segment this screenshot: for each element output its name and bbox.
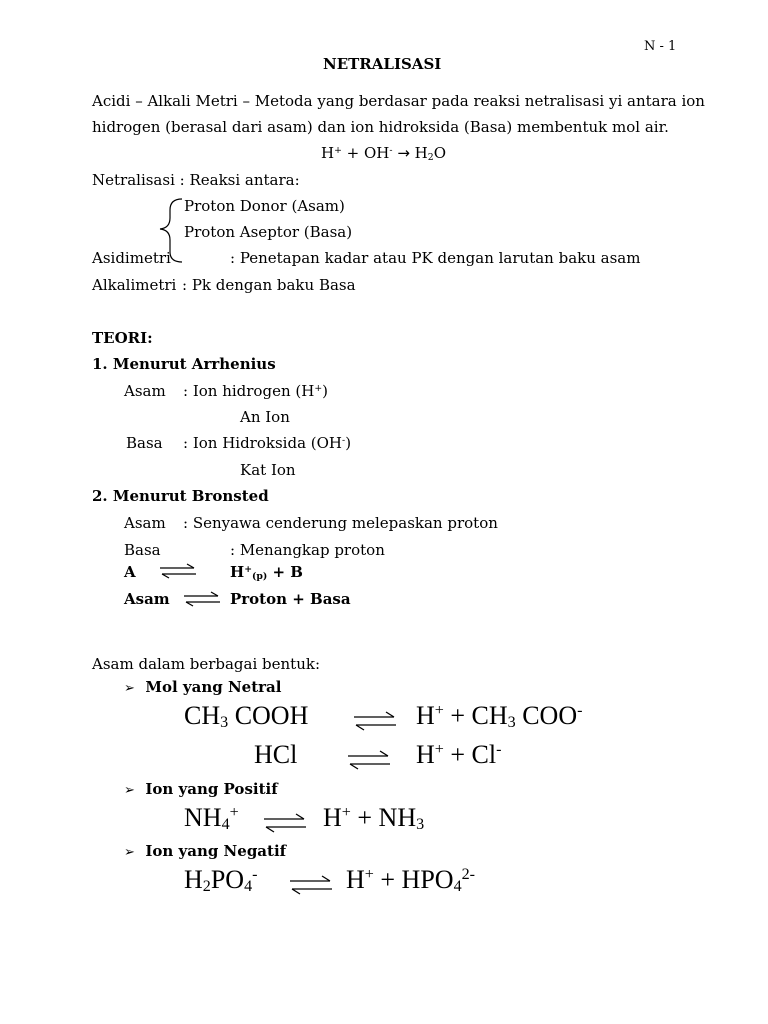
proton-donor: Proton Donor (Asam) [184,197,345,215]
bronsted-basa-label: Basa [124,541,161,559]
proton-aseptor: Proton Aseptor (Basa) [184,223,353,241]
intro-line-2: hidrogen (berasal dari asam) dan ion hidroksida (Basa) membentuk mol air. [92,118,669,136]
bullet-ion-negatif: ➢ Ion yang Negatif [124,842,287,860]
equilibrium-arrow-icon [262,813,308,833]
bronsted-basa-definition: : Menangkap proton [230,541,385,559]
arrhenius-asam-definition: : Ion hidrogen (H+) [183,382,328,400]
equilibrium-arrow-icon [288,875,334,895]
arrowhead-bullet-icon: ➢ [124,845,135,860]
page-number: N - 1 [644,39,677,54]
equilibrium-arrow-icon [352,711,398,731]
acetic-left: $CH_3$ COOH [184,701,309,732]
arrhenius-heading: 1. Menurut Arrhenius [92,355,276,373]
intro-line-1: Acidi – Alkali Metri – Metoda yang berdasar pada reaksi netralisasi yi antara ion [92,92,705,110]
asidimetri-term: Asidimetri [92,249,171,267]
asidimetri-definition: : Penetapan kadar atau PK dengan larutan baku asam [230,249,641,267]
bronsted-asam-definition: : Senyawa cenderung melepaskan proton [183,514,498,532]
page-title: NETRALISASI [323,55,442,73]
bronsted-eq1-right: $H^+_{(p)} + B$ [230,563,303,582]
bronsted-eq2-right: Proton + Basa [230,590,351,608]
arrowhead-bullet-icon: ➢ [124,783,135,798]
bronsted-heading: 2. Menurut Bronsted [92,487,269,505]
acetic-right: $H^+ + CH_3$ COO- [416,701,583,732]
ammonium-right: $H^+ + NH_3$ [323,803,425,834]
arrhenius-basa-definition: : Ion Hidroksida (OH-) [183,434,352,452]
alkalimetri-definition: : Pk dengan baku Basa [182,276,356,294]
ammonium-left: $NH_4^+$ [184,803,239,834]
bullet-ion-positif: ➢ Ion yang Positif [124,780,278,798]
equilibrium-arrow-icon [158,563,198,579]
hcl-left: HCl [254,740,298,769]
equilibrium-arrow-icon [346,750,392,770]
equilibrium-arrow-icon [182,591,222,607]
teori-heading: TEORI: [92,329,153,347]
kat-ion: Kat Ion [240,461,296,479]
phosphate-right: $H^+ + HPO_4^{2-}$ [346,865,476,896]
arrhenius-asam-label: Asam [124,382,166,400]
alkalimetri-term: Alkalimetri [92,276,177,294]
bullet-mol-netral: ➢ Mol yang Netral [124,678,282,696]
an-ion: An Ion [240,408,290,426]
hcl-right: H+ + Cl- [416,740,502,769]
right-arrow-icon: → [397,144,410,162]
arrhenius-basa-label: Basa [126,434,163,452]
bronsted-asam-label: Asam [124,514,166,532]
forms-heading: Asam dalam berbagai bentuk: [92,655,321,673]
bronsted-eq1-left: A [124,563,136,581]
bronsted-eq2-left: Asam [124,590,170,608]
water-equation: $H^+ + OH^- \to H_2O$ [321,144,446,163]
netralisasi-label: Netralisasi : Reaksi antara: [92,171,300,189]
phosphate-left: $H_2PO_4^-$ [184,865,258,896]
arrowhead-bullet-icon: ➢ [124,681,135,696]
